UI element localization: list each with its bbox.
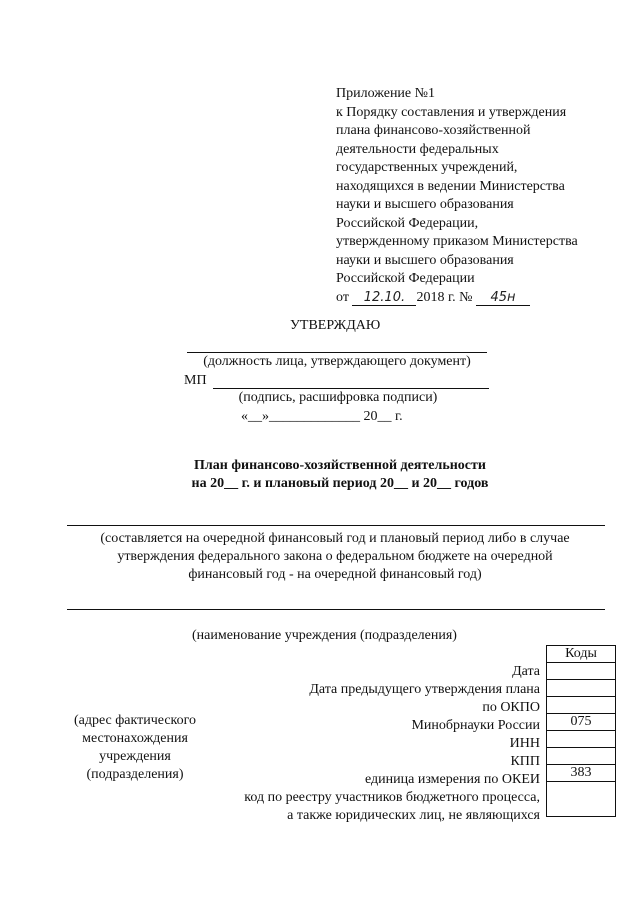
appendix-line: деятельности федеральных bbox=[336, 141, 499, 157]
address-caption-line: (адрес фактического bbox=[73, 713, 197, 728]
code-cell-ministry[interactable]: 075 bbox=[547, 714, 616, 731]
period-note-line: (составляется на очередной финансовый год и плановый период либо в случае bbox=[100, 531, 570, 546]
code-cell-okpo[interactable] bbox=[547, 697, 616, 714]
code-label-kpp: КПП bbox=[510, 754, 540, 769]
period-note-line: утверждения федерального закона о федеральном бюджете на очередной bbox=[117, 549, 553, 564]
code-label-date: Дата bbox=[512, 664, 540, 679]
period-note bbox=[60, 530, 610, 584]
appendix-line: Приложение №1 bbox=[336, 86, 435, 101]
appendix-line: науки и высшего образования bbox=[336, 197, 514, 212]
position-caption: (должность лица, утверждающего документ) bbox=[203, 354, 471, 369]
code-label-inn: ИНН bbox=[509, 736, 540, 751]
appendix-line: государственных учреждений, bbox=[336, 160, 518, 175]
appendix-line: Российской Федерации bbox=[336, 271, 475, 286]
approval-title: УТВЕРЖДАЮ bbox=[290, 318, 381, 333]
appendix-line: к Порядку составления и утверждения bbox=[336, 104, 567, 120]
order-prefix: от bbox=[336, 289, 349, 305]
code-cell-inn[interactable] bbox=[547, 731, 616, 748]
appendix-line: Российской Федерации, bbox=[336, 215, 479, 231]
signature-caption: (подпись, расшифровка подписи) bbox=[238, 390, 438, 405]
code-cell-date[interactable] bbox=[547, 663, 616, 680]
appendix-line: науки и высшего образования bbox=[336, 252, 514, 268]
position-line bbox=[187, 352, 487, 353]
codes-header: Коды bbox=[547, 646, 616, 663]
plan-title-line2: на 20__ г. и плановый период 20__ и 20__ годов bbox=[191, 476, 489, 491]
order-number: 45н bbox=[476, 291, 530, 306]
code-cell-okei[interactable]: 383 bbox=[547, 765, 616, 782]
approval-date-line: «__»_____________ 20__ г. bbox=[241, 409, 403, 424]
address-caption-line: местонахождения bbox=[82, 731, 188, 746]
period-line bbox=[67, 525, 605, 526]
institution-caption: (наименование учреждения (подразделения) bbox=[192, 628, 457, 643]
order-middle: 2018 г. № bbox=[416, 289, 473, 305]
code-label-ministry: Минобрнауки России bbox=[411, 718, 540, 733]
address-caption-line: учреждения bbox=[99, 749, 171, 764]
plan-title-line1: План финансово-хозяйственной деятельности bbox=[194, 458, 486, 473]
appendix-block bbox=[336, 85, 626, 307]
address-caption-line: (подразделения) bbox=[86, 767, 184, 782]
code-cell-prev-date[interactable] bbox=[547, 680, 616, 697]
code-label-registry-2: а также юридических лиц, не являющихся bbox=[287, 808, 540, 823]
code-label-registry-1: код по реестру участников бюджетного процесса, bbox=[244, 790, 540, 805]
code-label-prev-date: Дата предыдущего утверждения плана bbox=[309, 682, 540, 697]
codes-table bbox=[546, 645, 616, 817]
code-cell-kpp[interactable] bbox=[547, 748, 616, 765]
code-label-okpo: по ОКПО bbox=[482, 700, 540, 715]
address-caption bbox=[60, 712, 210, 784]
institution-line bbox=[67, 609, 605, 610]
stamp-label: МП bbox=[184, 373, 207, 388]
order-date: 12.10. bbox=[352, 291, 416, 306]
code-label-okei: единица измерения по ОКЕИ bbox=[365, 772, 540, 787]
order-line bbox=[336, 289, 626, 308]
appendix-line: плана финансово-хозяйственной bbox=[336, 123, 531, 138]
appendix-line: находящихся в ведении Министерства bbox=[336, 178, 565, 194]
signature-line bbox=[213, 388, 489, 389]
code-cell-registry[interactable] bbox=[547, 782, 616, 817]
appendix-line: утвержденному приказом Министерства bbox=[336, 234, 578, 249]
period-note-line: финансовый год - на очередной финансовый год) bbox=[188, 567, 482, 582]
